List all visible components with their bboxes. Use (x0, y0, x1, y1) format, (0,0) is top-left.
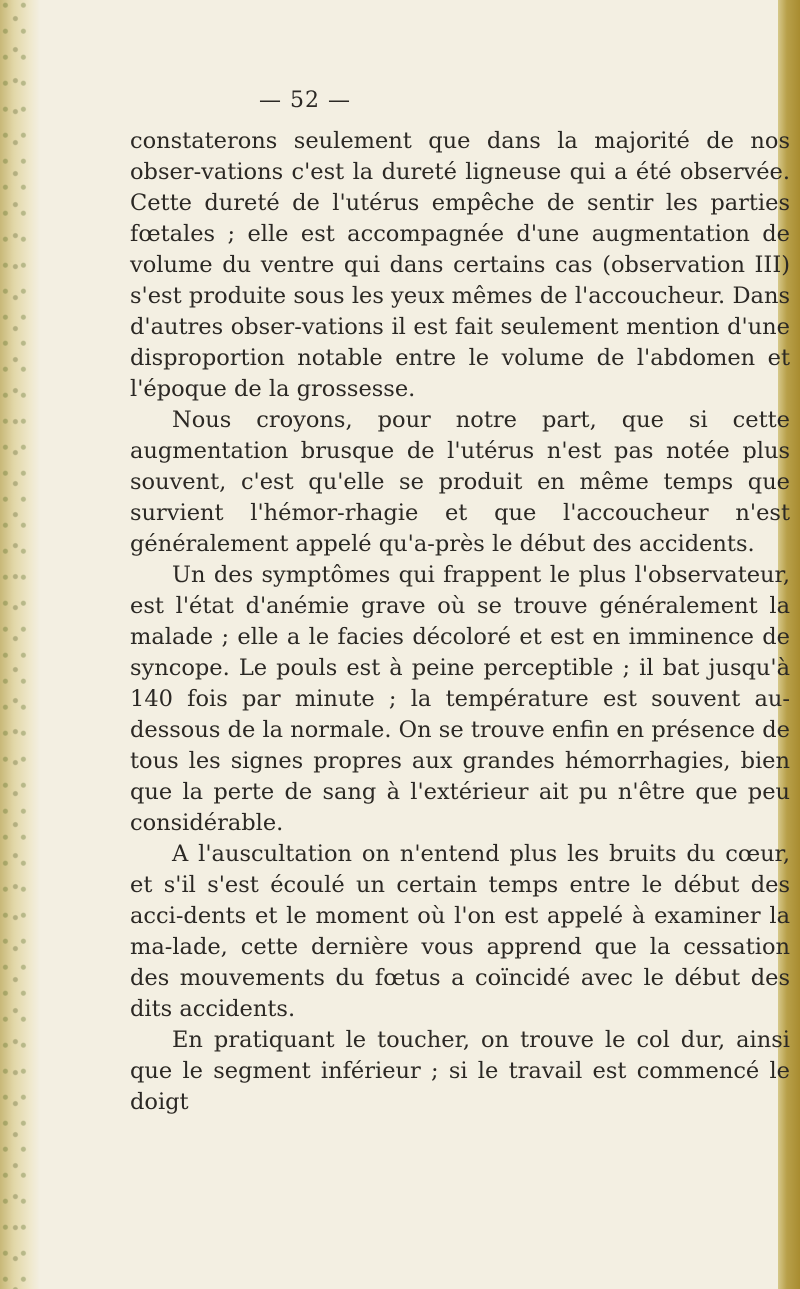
paragraph-3: Un des symptômes qui frappent le plus l'observateur, est l'état d'anémie grave où se trouve généralement la malade ; elle a le facies décoloré et est en imminence de syncope. Le pouls est à peine perceptible ; il bat jusqu'à 140 fois par minute ; la température est souvent au-dessous de la normale. On se trouve enfin en présence de tous les signes propres aux grandes hémorrhagies, bien que la perte de sang à l'extérieur ait pu n'être que peu considérable. (130, 562, 790, 836)
page-number: — 52 — (259, 88, 351, 113)
paragraph-1: constaterons seulement que dans la majorité de nos obser-vations c'est la dureté ligneuse qui a été observée. Cette dureté de l'utérus empêche de sentir les parties fœtales ; elle est accompagnée d'une augmentation de volume du ventre qui dans certains cas (observation III) s'est produite sous les yeux mêmes de l'accoucheur. Dans d'autres obser-vations il est fait seulement mention d'une disproportion notable entre le volume de l'abdomen et l'époque de la grossesse. (130, 128, 790, 402)
page-edge-stain (0, 0, 34, 1289)
paragraph-5: En pratiquant le toucher, on trouve le col dur, ainsi que le segment inférieur ; si le travail est commencé le doigt (130, 1027, 790, 1115)
paragraph-2: Nous croyons, pour notre part, que si cette augmentation brusque de l'utérus n'est pas notée plus souvent, c'est qu'elle se produit en même temps que survient l'hémor-rhagie et que l'accoucheur n'est généralement appelé qu'a-près le début des accidents. (130, 407, 790, 557)
body-text (130, 126, 790, 1118)
paragraph-4: A l'auscultation on n'entend plus les bruits du cœur, et s'il s'est écoulé un certain temps entre le début des acci-dents et le moment où l'on est appelé à examiner la ma-lade, cette dernière vous apprend que la cessation des mouvements du fœtus a coïncidé avec le début des dits accidents. (130, 841, 790, 1022)
